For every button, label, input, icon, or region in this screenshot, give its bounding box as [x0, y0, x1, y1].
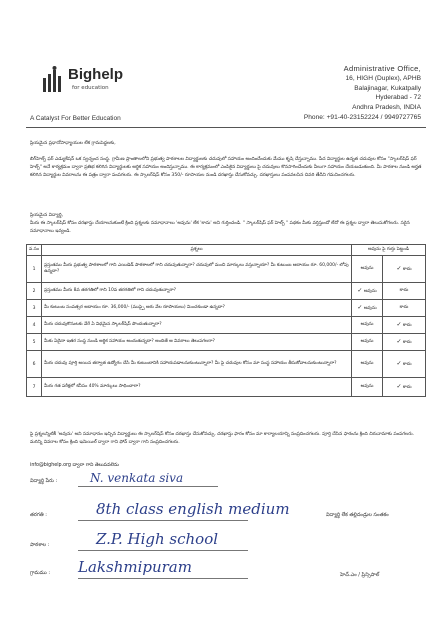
salutation: ప్రియమైన ప్రధానోపాధ్యాయుల లేక గ్రామపెద్దలకు, [30, 141, 116, 146]
no-option[interactable] [383, 351, 426, 378]
yes-label: అవును [360, 266, 374, 271]
no-option[interactable] [383, 378, 426, 397]
office-address-block [271, 64, 421, 123]
header-divider [26, 127, 426, 128]
class-label: తరగతి : [30, 512, 47, 518]
yes-option[interactable] [352, 283, 383, 300]
school-label: పాఠశాల : [30, 542, 50, 548]
table-row [27, 256, 426, 283]
no-option[interactable] [383, 256, 426, 283]
brand-subtitle: for education [72, 85, 109, 91]
check-mark-icon: ✓ [396, 338, 402, 345]
question-text: మీరు చదువుకొనుటకు వేరే ఏ విధమైన స్కాలర్‌షిప్ పొందుతున్నారా? [42, 317, 352, 334]
table-row [27, 378, 426, 397]
yes-label: అవును [360, 339, 374, 344]
yes-option[interactable] [352, 334, 383, 351]
no-label: కాదు [402, 362, 412, 367]
no-label: కాదు [402, 323, 412, 328]
school-field[interactable]: Z.P. High school [96, 530, 219, 548]
underline [78, 486, 218, 487]
yes-option[interactable] [352, 378, 383, 397]
question-text: మీరు చదువు పూర్తి అయిన తర్వాత ఉద్యోగం చేసి మీ కుటుంబానికి సహాయపడాలనుకుంటున్నారా? మీ పై చదువుల కోసం మా సంస్థ సహాయం తీసుకోవాలనుకుంటున్నారా? [42, 351, 352, 378]
contact-email-line: info@bighelp.org ద్వారా గాని తెలుపవలెను [30, 463, 119, 468]
address-line: Andhra Pradesh, INDIA [352, 104, 421, 112]
student-intro: మీరు ఈ స్కాలర్‌షిప్ కోసం దరఖాస్తు చేయాలనుకుంటే క్రింది ప్రశ్నలకు సమాధానాలు 'అవును' లేక 'కాదు' అని గుర్తించండి. " స్కాలర్‌షిప్ ఫర్ హెల్ప్ " పథకం మీకు వర్తిస్తుందో లేదో ఈ ప్రశ్నల ద్వారా తెలుసుకోగలరు. సరైన సమాధానాలు ఇవ్వండి. [30, 220, 410, 234]
yes-option[interactable] [352, 351, 383, 378]
underline [78, 550, 248, 551]
questions-table [26, 244, 426, 397]
office-title: Administrative Office, [343, 64, 421, 73]
row-number: 2 [27, 283, 42, 300]
no-option[interactable] [383, 334, 426, 351]
table-row [27, 317, 426, 334]
column-header: అవును పై గుర్తు పెట్టండి [352, 245, 426, 256]
row-number: 4 [27, 317, 42, 334]
student-name-field[interactable]: N. venkata siva [90, 471, 184, 485]
intro-paragraph: బిగ్‌హెల్ప్ ఫర్ ఎడ్యుకేషన్ ఒక స్వచ్ఛంద సంస్థ. గ్రామీణ ప్రాంతాలలోని ప్రభుత్వ పాఠశాలల విద్యార్థులకు చదువులో సహాయం అందించేందుకు మేము కృషి చేస్తున్నాము. పేద విద్యార్థుల ఉన్నత చదువుల కోసం "స్కాలర్‌షిప్ ఫర్ హెల్ప్" అనే కార్యక్రమం ద్వారా ప్రతిభ కలిగిన విద్యార్థులకు ఆర్థిక సహాయం అందిస్తున్నాము. ఈ కార్యక్రమంలో ఎంపికైన విద్యార్థులు పై చదువులు కొనసాగించేందుకు వీలుగా సహాయం చేయబడుతుంది. మీ పాఠశాల నుండి అర్హత కలిగిన విద్యార్థుల వివరాలను ఈ పత్రం ద్వారా పంపగలరు. ఈ స్కాలర్‌షిప్ కోసం 350/- రూపాయల నుండి దరఖాస్తు చేసుకోవచ్చు. దరఖాస్తులు పంపవలసిన చివరి తేదీని గమనించగలరు. [30, 157, 422, 178]
yes-label: అవును [363, 306, 377, 311]
no-option[interactable] [383, 317, 426, 334]
no-label: కాదు [399, 288, 409, 293]
no-label: కాదు [402, 385, 412, 390]
phone-numbers: Phone: +91-40-23152224 / 9949727765 [303, 113, 421, 121]
column-header: ప్రశ్నలు [42, 245, 352, 256]
check-mark-icon: ✓ [396, 383, 402, 390]
village-label: గ్రామము : [30, 570, 51, 576]
check-mark-icon: ✓ [396, 321, 402, 328]
no-option[interactable] [383, 300, 426, 317]
table-header-row [27, 245, 426, 256]
check-mark-icon: ✓ [396, 360, 402, 367]
student-salutation: ప్రియమైన విద్యార్థి, [30, 213, 64, 218]
brand-name: Bighelp [68, 66, 123, 83]
hm-signature-label: హెచ్.ఎం / ప్రిన్సిపాల్ [340, 572, 380, 578]
yes-label: అవును [360, 384, 374, 389]
table-row [27, 334, 426, 351]
check-mark-icon: ✓ [357, 287, 363, 294]
no-label: కాదు [402, 340, 412, 345]
underline [78, 578, 248, 579]
row-number: 5 [27, 334, 42, 351]
row-number: 6 [27, 351, 42, 378]
yes-label: అవును [360, 322, 374, 327]
row-number: 1 [27, 256, 42, 283]
question-text: మీరు గత పరీక్షలో కనీసం 40% మార్కులు సాధించారా? [42, 378, 352, 397]
question-text: ప్రస్తుతము మీరు ప్రభుత్వ పాఠశాలలో గాని ఎయిడెడ్ పాఠశాలలో గాని చదువుతున్నారా? చదువులో మంచి మార్కులు వస్తున్నాయా? మీ కుటుంబ ఆదాయం రూ. 60,000/- లోపు ఉన్నదా? [42, 256, 352, 283]
table-row [27, 300, 426, 317]
tagline: A Catalyst For Better Education [30, 115, 121, 122]
row-number: 3 [27, 300, 42, 317]
no-label: కాదు [402, 267, 412, 272]
check-mark-icon: ✓ [396, 265, 402, 272]
question-text: మీ కుటుంబ సంవత్సర ఆదాయం రూ. 36,000/- (ముప్పై ఆరు వేల రూపాయలు) మించకుండా ఉన్నదా? [42, 300, 352, 317]
class-field[interactable]: 8th class english medium [96, 500, 290, 518]
yes-option[interactable] [352, 317, 383, 334]
yes-label: అవును [360, 361, 374, 366]
student-name-label: విద్యార్థి పేరు : [30, 478, 58, 484]
student-section [30, 212, 425, 236]
student-signature-label: విద్యార్థి లేక తల్లిదండ్రుల సంతకం [326, 512, 389, 518]
check-mark-icon: ✓ [357, 304, 363, 311]
village-field[interactable]: Lakshmipuram [78, 558, 192, 576]
question-text: మీకు ఏదైనా ఇతర సంస్థ నుండి ఆర్థిక సహాయం అందుతున్నదా? అందితే ఆ వివరాలు తెలుపగలరా? [42, 334, 352, 351]
column-header: వ.సం [27, 245, 42, 256]
no-label: కాదు [399, 305, 409, 310]
table-row [27, 283, 426, 300]
instructions-paragraph: పై ప్రశ్నలన్నిటికీ 'అవును' అని సమాధానం ఇచ్చిన విద్యార్థులు ఈ స్కాలర్‌షిప్ కోసం దరఖాస్తు చేసుకోవచ్చు. దరఖాస్తు ఫారం కోసం మా కార్యాలయాన్ని సంప్రదించగలరు. పూర్తి చేసిన ఫారంను క్రింది చిరునామాకు పంపగలరు. మరిన్ని వివరాల కోసం క్రింది ఇమెయిల్ ద్వారా గాని ఫోన్ ద్వారా గాని సంప్రదించగలరు. [30, 432, 415, 445]
table-row [27, 351, 426, 378]
yes-option[interactable] [352, 256, 383, 283]
underline [78, 520, 248, 521]
address-line: Hyderabad - 72 [375, 94, 421, 102]
yes-option[interactable] [352, 300, 383, 317]
row-number: 7 [27, 378, 42, 397]
address-line: Balajinagar, Kukatpally [354, 84, 421, 92]
address-line: 16, HIGH (Duplex), APHB [345, 74, 421, 82]
question-text: ప్రస్తుతము మీరు 8వ తరగతిలో గాని 10వ తరగతిలో గాని చదువుతున్నారా? [42, 283, 352, 300]
bighelp-logo-icon [42, 66, 64, 94]
yes-label: అవును [363, 289, 377, 294]
no-option[interactable] [383, 283, 426, 300]
